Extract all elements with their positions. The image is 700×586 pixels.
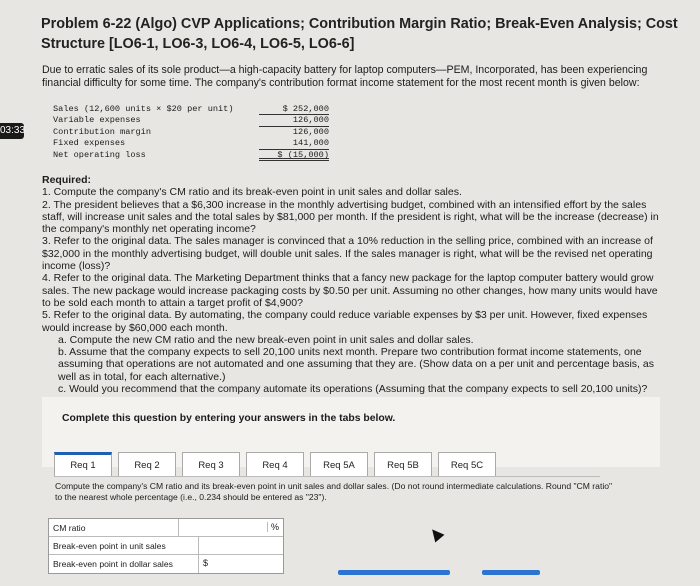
next-nav-bar[interactable]	[482, 570, 540, 575]
breakeven-dollars-input[interactable]	[199, 555, 299, 575]
statement-row	[53, 127, 329, 138]
required-subitem: b. Assume that the company expects to sell 20,100 units next month. Prepare two contribution format income statements, one assuming that operations are not automated and one assuming that they are. (Show data on a per unit and percentage basis, as well as in total, for each alternative.)	[58, 346, 654, 383]
cm-ratio-cell	[179, 519, 283, 536]
required-item: 1. Compute the company's CM ratio and its break-even point in unit sales and dollar sales.	[42, 186, 462, 199]
required-subitem: a. Compute the new CM ratio and the new break-even point in unit sales and dollar sales.	[58, 333, 474, 346]
statement-value: 141,000	[259, 138, 329, 149]
statement-row	[53, 150, 329, 161]
required-item: 5. Refer to the original data. By automating, the company could reduce variable expenses by $3 per unit. However, fixed expenses would increase by $60,000 each month.	[42, 309, 648, 334]
tab-req-2[interactable]: Req 2	[118, 452, 176, 477]
statement-label: Fixed expenses	[53, 138, 126, 149]
problem-intro: Due to erratic sales of its sole product—a high-capacity battery for laptop computers—PEM, Incorporated, has been experiencing financial difficulty for some time. The company's contribution format income statement for the most recent month is given below:	[42, 64, 648, 89]
mouse-cursor-icon	[428, 526, 445, 543]
answer-row	[49, 537, 283, 555]
income-statement	[53, 104, 329, 161]
statement-label: Sales (12,600 units × $20 per unit)	[53, 104, 234, 114]
required-item: 4. Refer to the original data. The Marketing Department thinks that a fancy new package for the laptop computer battery would grow sales. The new package would increase packaging costs by $0.50 per unit. Assuming no other changes, how many units would have to be sold each month to attain a target profit of $4,900?	[42, 272, 658, 309]
requirement-tabs	[54, 452, 496, 477]
statement-value: 126,000	[259, 115, 329, 126]
required-subitem: c. Would you recommend that the company automate its operations (Assuming that the company expects to sell 20,100 units)?	[58, 383, 648, 396]
tab-req-3[interactable]: Req 3	[182, 452, 240, 477]
statement-value: $ (15,000)	[259, 150, 329, 161]
tab-req-4[interactable]: Req 4	[246, 452, 304, 477]
tab-divider	[54, 476, 600, 477]
required-section	[42, 174, 666, 395]
tab-req-5c[interactable]: Req 5C	[438, 452, 496, 477]
dollar-unit: $	[203, 558, 209, 568]
tab-instruction: Compute the company's CM ratio and its break-even point in unit sales and dollar sales. (Do not round intermediate calculations. Round "CM ratio" to the nearest whole percentage (i.e., 0.234 should be entered as "23").	[55, 481, 613, 502]
required-item: 3. Refer to the original data. The sales manager is convinced that a 10% reduction in the selling price, combined with an increase of $32,000 in the monthly advertising budget, will double unit sales. If the sales manager is right, what will be the revised net operating income (loss)?	[42, 235, 653, 273]
answer-row	[49, 555, 283, 573]
statement-label: Variable expenses	[53, 115, 141, 126]
breakeven-units-input[interactable]	[199, 537, 287, 556]
statement-label: Contribution margin	[53, 126, 151, 137]
panel-title: Complete this question by entering your answers in the tabs below.	[62, 413, 396, 424]
statement-value: 126,000	[292, 126, 329, 137]
answer-row	[49, 519, 283, 537]
percent-unit: %	[267, 522, 279, 532]
answer-label: Break-even point in unit sales	[49, 537, 199, 554]
required-item: 2. The president believes that a $6,300 increase in the monthly advertising budget, combined with an intensified effort by the sales staff, will increase unit sales and the total sales by $81,000 per month. If the president is right, what will be the increase (decrease) in the company's monthly net operating income?	[42, 198, 659, 236]
breakeven-units-cell	[199, 537, 283, 554]
breakeven-dollars-cell	[199, 555, 283, 573]
answer-table	[48, 518, 284, 574]
statement-value: $ 252,000	[259, 104, 329, 115]
problem-title: Problem 6-22 (Algo) CVP Applications; Contribution Margin Ratio; Break-Even Analysis; Cost Structure [LO6-1, LO6-3, LO6-4, LO6-5, LO6-6]	[41, 16, 678, 52]
required-heading: Required:	[42, 174, 92, 186]
answer-label: Break-even point in dollar sales	[49, 555, 199, 573]
tab-req-5b[interactable]: Req 5B	[374, 452, 432, 477]
statement-label: Net operating loss	[53, 149, 146, 160]
tab-req-5a[interactable]: Req 5A	[310, 452, 368, 477]
prev-nav-bar[interactable]	[338, 570, 450, 575]
statement-row	[53, 115, 329, 126]
answer-label: CM ratio	[49, 519, 179, 536]
statement-row	[53, 138, 329, 149]
tab-req-1[interactable]: Req 1	[54, 452, 112, 477]
timer-badge: 03:33	[0, 123, 24, 139]
statement-row	[53, 104, 329, 115]
